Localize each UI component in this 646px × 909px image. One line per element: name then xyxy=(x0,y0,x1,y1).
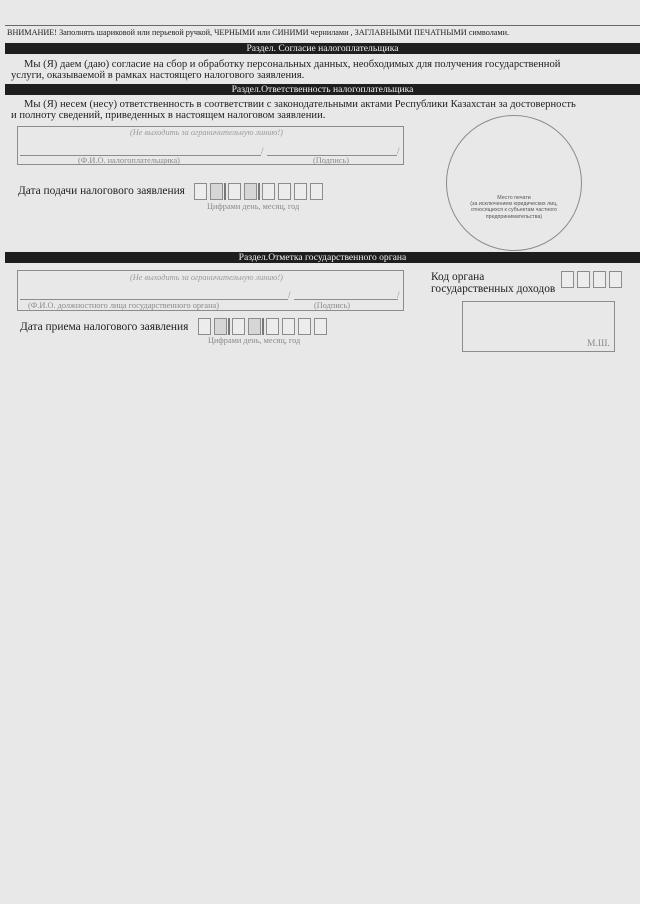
seal-line: относящихся к субъектам частного xyxy=(470,207,557,214)
date-cell[interactable] xyxy=(310,183,323,200)
date-cell[interactable] xyxy=(278,183,291,200)
code-cell[interactable] xyxy=(577,271,590,288)
official-name-line xyxy=(20,299,288,300)
responsibility-text-line-1: Мы (Я) несем (несу) ответственность в соответствии с законодательными актами Республики Казахстан за достоверность xyxy=(24,99,576,110)
signature-end-divider: / xyxy=(397,290,400,300)
date-cell[interactable] xyxy=(314,318,327,335)
revenue-authority-code-label-2: государственных доходов xyxy=(431,283,556,295)
consent-text-line-1: Мы (Я) даем (даю) согласие на сбор и обработку персональных данных, необходимых для получения государственной xyxy=(24,59,561,70)
seal-line: Место печати xyxy=(497,195,531,201)
taxpayer-name-caption: (Ф.И.О. налогоплательщика) xyxy=(78,156,180,165)
date-cell[interactable] xyxy=(228,183,241,200)
consent-text-line-2: услуги, оказываемой в рамках настоящего налогового заявления. xyxy=(11,70,305,81)
date-cell[interactable] xyxy=(214,318,227,335)
date-separator xyxy=(258,183,260,200)
date-cell[interactable] xyxy=(266,318,279,335)
seal-line: (за исключением юридических лиц, xyxy=(470,201,558,208)
boundary-hint: (Не выходить за ограничительную линию!) xyxy=(130,273,283,282)
responsibility-text-line-2: и полноту сведений, приведенных в настоящем налоговом заявлении. xyxy=(11,110,326,121)
authority-section-header: Раздел.Отметка государственного органа xyxy=(5,252,640,263)
submission-date-caption: Цифрами день, месяц, год xyxy=(207,202,300,211)
date-separator xyxy=(262,318,264,335)
name-signature-divider: / xyxy=(288,290,291,300)
acceptance-date-caption: Цифрами день, месяц, год xyxy=(208,336,301,345)
code-cell[interactable] xyxy=(609,271,622,288)
date-cell[interactable] xyxy=(298,318,311,335)
acceptance-date-label: Дата приема налогового заявления xyxy=(20,321,189,333)
responsibility-section-header: Раздел.Ответственность налогоплательщика xyxy=(5,84,640,95)
official-signature-line xyxy=(294,299,398,300)
date-separator xyxy=(224,183,226,200)
date-cell[interactable] xyxy=(194,183,207,200)
boundary-hint: (Не выходить за ограничительную линию!) xyxy=(130,128,283,137)
top-rule xyxy=(5,25,640,26)
consent-section-header: Раздел. Согласие налогоплательщика xyxy=(5,43,640,54)
seal-line: предпринимательства) xyxy=(485,213,543,220)
date-cell[interactable] xyxy=(248,318,261,335)
stamp-place-caption: М.Ш. xyxy=(587,339,610,349)
name-signature-divider: / xyxy=(261,146,264,156)
code-cell[interactable] xyxy=(593,271,606,288)
date-cell[interactable] xyxy=(244,183,257,200)
date-cell[interactable] xyxy=(210,183,223,200)
code-cell[interactable] xyxy=(561,271,574,288)
official-signature-caption: (Подпись) xyxy=(314,301,350,310)
date-cell[interactable] xyxy=(198,318,211,335)
taxpayer-signature-caption: (Подпись) xyxy=(313,156,349,165)
seal-place-text xyxy=(456,195,572,220)
date-cell[interactable] xyxy=(294,183,307,200)
official-name-caption: (Ф.И.О. должностного лица государственного органа) xyxy=(28,301,219,310)
fill-instructions: ВНИМАНИЕ! Заполнять шариковой или перьевой ручкой, ЧЕРНЫМИ или СИНИМИ чернилами , ЗАГЛАВНЫМИ ПЕЧАТНЫМИ символами. xyxy=(7,28,510,37)
submission-date-label: Дата подачи налогового заявления xyxy=(18,185,185,197)
date-cell[interactable] xyxy=(282,318,295,335)
date-cell[interactable] xyxy=(232,318,245,335)
seal-circle[interactable] xyxy=(446,115,582,251)
revenue-authority-code-label-1: Код органа xyxy=(431,271,485,283)
signature-end-divider: / xyxy=(397,146,400,156)
date-cell[interactable] xyxy=(262,183,275,200)
date-separator xyxy=(228,318,230,335)
